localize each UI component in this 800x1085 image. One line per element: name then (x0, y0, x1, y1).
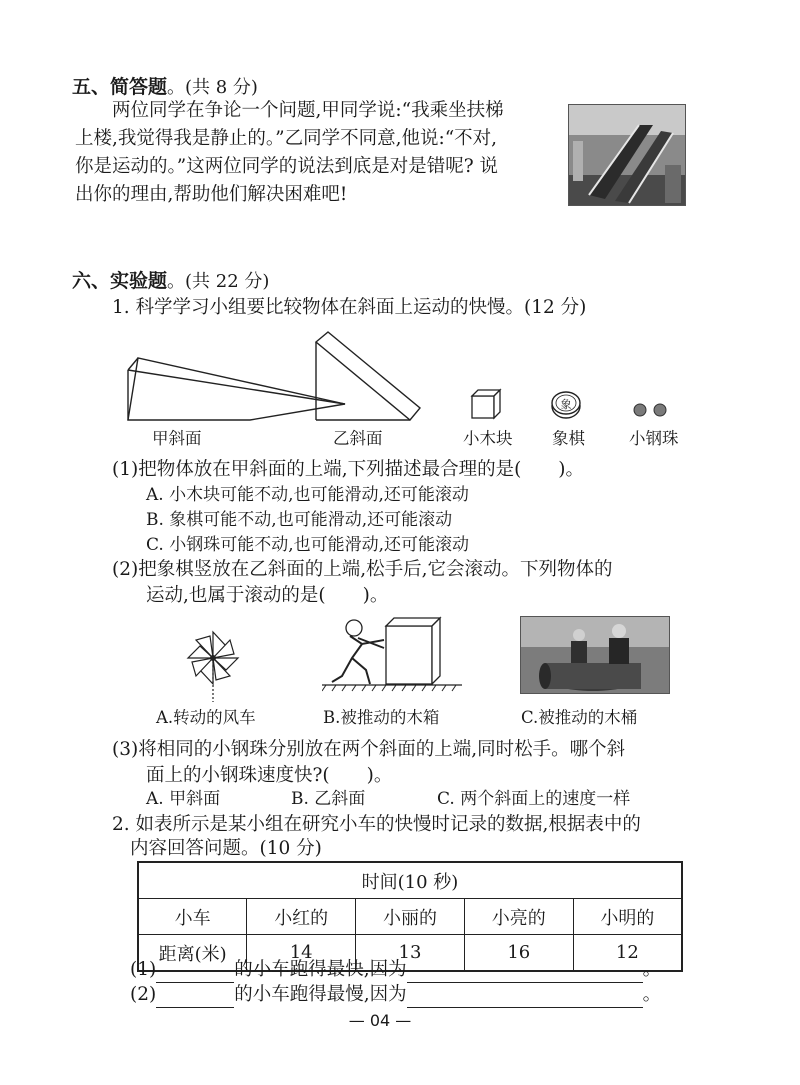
figure-label-jia: 甲斜面 (152, 429, 202, 448)
figure-label-steel: 小钢珠 (629, 429, 679, 448)
caption-a: A.转动的风车 (156, 708, 256, 727)
table-cell: 16 (464, 935, 573, 972)
table-title: 时间(10 秒) (138, 862, 682, 899)
q1-sub2-line: 运动,也属于滚动的是( )。 (146, 585, 389, 606)
q1-sub3-option: B. 乙斜面 (291, 789, 366, 809)
q1-stem: 1. 科学学习小组要比较物体在斜面上运动的快慢。(12 分) (112, 297, 587, 318)
section5-title: 五、简答题 (72, 76, 168, 98)
q1-sub1-stem: (1)把物体放在甲斜面的上端,下列描述最合理的是( )。 (112, 459, 585, 480)
steel-ball-icon (654, 404, 666, 416)
figure-label-chess: 象棋 (552, 429, 585, 448)
caption-c: C.被推动的木桶 (521, 708, 638, 727)
slope-jia-drawing (128, 358, 345, 420)
table-header-cell: 小明的 (573, 899, 682, 935)
chess-piece-char: 象 (560, 398, 572, 411)
q1-sub1-option: C. 小钢珠可能不动,也可能滑动,还可能滚动 (146, 535, 470, 555)
figure-label-yi: 乙斜面 (333, 429, 383, 448)
table-title-row (138, 862, 682, 899)
answer-end: 。 (642, 984, 662, 1005)
table-row (138, 899, 682, 935)
q1-sub1-option: B. 象棋可能不动,也可能滑动,还可能滚动 (146, 510, 453, 530)
section5-heading (72, 72, 258, 99)
answer-line-1 (130, 956, 661, 983)
table-header-cell: 小车 (138, 899, 247, 935)
boy-pushing-box-drawing (322, 614, 462, 694)
page-number: — 04 — (348, 1011, 412, 1030)
table-header-cell: 小丽的 (356, 899, 465, 935)
table-header-cell: 小亮的 (464, 899, 573, 935)
section5-line: 上楼,我觉得我是静止的。”乙同学不同意,他说:“不对, (75, 128, 498, 149)
section6-heading (72, 266, 269, 293)
section6-title: 六、实验题 (72, 270, 168, 292)
table-cell: 13 (356, 935, 465, 972)
figure-label-block: 小木块 (463, 429, 513, 448)
answer-text: 的小车跑得最快,因为 (234, 959, 407, 980)
q2-line: 2. 如表所示是某小组在研究小车的快慢时记录的数据,根据表中的 (112, 814, 641, 835)
section5-points: 。(共 8 分) (167, 77, 258, 98)
section5-line: 你是运动的。”这两位同学的说法到底是对是错呢? 说 (75, 156, 499, 177)
rolling-barrel-photo (520, 616, 670, 694)
steel-ball-icon (634, 404, 646, 416)
answer-blank[interactable] (407, 987, 643, 1008)
section5-line: 两位同学在争论一个问题,甲同学说:“我乘坐扶梯 (112, 100, 504, 121)
answer-num: (2) (130, 984, 157, 1005)
wood-block-icon (472, 390, 500, 418)
slopes-figure (120, 328, 680, 428)
table-header-cell: 小红的 (247, 899, 356, 935)
q1-sub3-line: 面上的小钢珠速度快?( )。 (146, 765, 393, 786)
escalator-photo (568, 104, 686, 206)
q1-sub1-option: A. 小木块可能不动,也可能滑动,还可能滚动 (146, 485, 469, 505)
answer-num: (1) (130, 959, 157, 980)
answer-blank[interactable] (407, 962, 643, 983)
table-cell: 距离(米) (138, 935, 247, 972)
answer-text: 的小车跑得最慢,因为 (234, 984, 407, 1005)
section6-points: 。(共 22 分) (167, 271, 270, 292)
q1-sub3-line: (3)将相同的小钢珠分别放在两个斜面的上端,同时松手。哪个斜 (112, 739, 626, 760)
answer-end: 。 (642, 959, 662, 980)
answer-blank[interactable] (156, 987, 234, 1008)
q1-sub3-option: C. 两个斜面上的速度一样 (437, 789, 631, 809)
q2-line: 内容回答问题。(10 分) (130, 838, 322, 859)
q1-sub3-option: A. 甲斜面 (146, 789, 221, 809)
section5-line: 出你的理由,帮助他们解决困难吧! (75, 184, 348, 205)
table-cell: 14 (247, 935, 356, 972)
table-cell: 12 (573, 935, 682, 972)
caption-b: B.被推动的木箱 (323, 708, 440, 727)
q1-sub2-line: (2)把象棋竖放在乙斜面的上端,松手后,它会滚动。下列物体的 (112, 559, 613, 580)
answer-line-2 (130, 981, 661, 1008)
pinwheel-drawing (178, 628, 248, 703)
answer-blank[interactable] (156, 962, 234, 983)
